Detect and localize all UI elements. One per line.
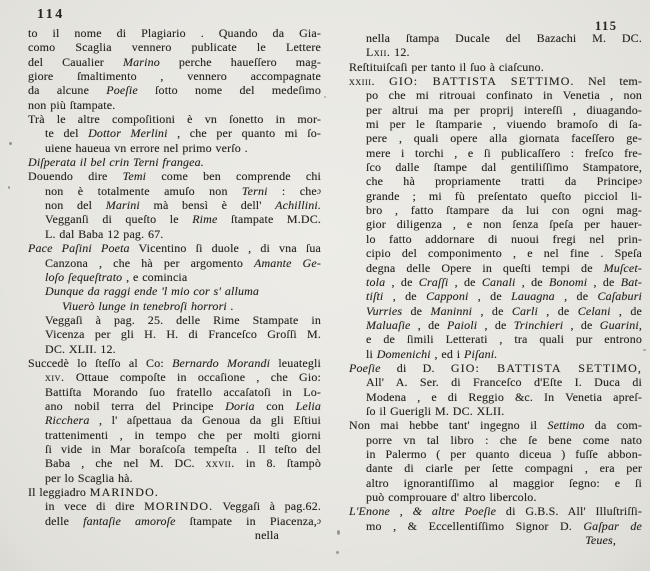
italic-run: Terni (241, 183, 268, 198)
ink-speck (337, 530, 340, 535)
text-run: bro , fatto ſtampare da lui con ogni mag- (366, 203, 642, 218)
text-run: non è totalmente amuſo non (45, 183, 242, 198)
text-run: ɔ (316, 515, 321, 526)
text-run: ſi vide in Mar boraſcoſa tempeſta . Il teſto del (45, 441, 321, 456)
text-run: mo , & Eccellentiſſimo Signor D. (366, 518, 584, 533)
text-run: Vicenza per gli H. H. di Franceſco Groſſi M. (45, 327, 321, 342)
text-run: dante di ciarle per ſette compagni , era per (366, 461, 642, 476)
text-run: como Scaglia vennero publicate le Lettere (28, 40, 321, 55)
text-run: da com- (584, 418, 642, 433)
italic-run: Craſſi (418, 274, 449, 289)
text-run: come ben comprende chi (146, 169, 321, 184)
text-line (28, 227, 321, 241)
text-line (349, 304, 642, 318)
text-run: , de (610, 303, 642, 318)
text-run: con (254, 398, 296, 413)
italic-run: Maninni (430, 303, 473, 318)
text-run: : che (267, 183, 317, 198)
text-run: , de (563, 317, 600, 332)
text-line (28, 98, 321, 112)
text-line (349, 103, 642, 117)
text-line (349, 261, 642, 275)
text-line (349, 160, 642, 174)
ink-speck (324, 96, 326, 98)
text-line (28, 141, 321, 155)
text-run: Veggaſi à pag.62. (213, 499, 322, 514)
text-run: Douendo dire (28, 169, 123, 184)
text-line (349, 318, 642, 332)
italic-run: Ricchera (45, 413, 90, 428)
text-line (28, 212, 321, 226)
text-run: mi per le ſtamparie , viuendo bramoſo di ſa- (366, 117, 642, 132)
text-run: leuategli (270, 355, 321, 370)
italic-run: Marini (105, 198, 140, 213)
text-line (28, 40, 321, 54)
text-run: to il nome di Plagiario . Quando da Gia- (28, 26, 321, 40)
text-run: Canzona , che hà per argomento (45, 255, 255, 270)
text-run: Battiſta Morando ſuo fratello accaſatoſi in Lo- (45, 384, 321, 399)
text-line (349, 146, 642, 160)
text-line (28, 442, 321, 456)
italic-run: Marino (122, 54, 160, 69)
text-line (349, 131, 642, 145)
text-run: ſtampate in Piacenza, (175, 513, 317, 528)
text-run: Modena , e di Reggio &c. In Venetia apreſ- (366, 389, 642, 404)
text-run: Vicentino ſi duole , di vna ſua (129, 241, 321, 256)
text-line (349, 519, 642, 533)
text-run: All' A. Ser. di Franceſco d'Eſte I. Duca di (366, 375, 642, 390)
text-line (349, 461, 642, 475)
text-line (349, 447, 642, 461)
text-run: Ottaue compoſte in occaſione , che Gio: (64, 370, 321, 385)
text-line (28, 385, 321, 399)
text-run: , e comincia (122, 269, 188, 284)
text-line (28, 471, 321, 485)
text-run: e de ſimili Letterati , tra quali pur entrono (366, 332, 642, 347)
text-run: ɔ (637, 176, 642, 187)
text-run: giore ſmaltimento , vennero accompagnate (28, 69, 321, 84)
text-run: po che mi ritrouai confinato in Venetia , non (366, 88, 642, 103)
text-run: , de (537, 303, 578, 318)
text-run: te del (45, 126, 89, 141)
text-line (28, 69, 321, 83)
italic-run: Lauagna (511, 289, 555, 304)
text-line (349, 476, 642, 490)
caps-run: MORINDO. (144, 499, 214, 514)
text-run: lo fatto addornare di nuoui fregi nel prin- (366, 231, 642, 246)
text-run: altro ignorantiſſimo al maggior ſegno: e ſi (366, 475, 642, 490)
text-line (28, 456, 321, 470)
text-run: de (402, 303, 431, 318)
text-line (28, 327, 321, 341)
italic-run: Canali (481, 274, 516, 289)
text-run: di G.B.S. All' Illuſtriſſi- (496, 504, 642, 519)
italic-run: Paioli (447, 317, 478, 332)
italic-run: L'Enone , & altre Poeſie (349, 504, 497, 519)
italic-run: tiſti (366, 289, 384, 304)
italic-run: Piſani. (464, 346, 498, 361)
text-run: da alcune (28, 83, 107, 98)
text-run: ſco dalle ſtampe dal gentiliſſimo Stampatore, (366, 160, 642, 175)
text-run: , de (515, 274, 549, 289)
italic-run: Trinchieri (513, 317, 564, 332)
text-line (28, 112, 321, 126)
italic-run: Viuerò lunge in tenebroſi horrori . (62, 298, 234, 313)
text-run: in Palermo ( per quanto diceua ) fuſſe abbon- (366, 446, 642, 461)
text-line (28, 370, 321, 384)
italic-run: Celani (577, 303, 611, 318)
text-line (349, 189, 642, 203)
text-run: ſotto nome del medeſimo (137, 83, 322, 98)
italic-run: Gaſpar de (583, 518, 642, 533)
italic-run: Achillini. (275, 198, 321, 213)
text-line (349, 390, 642, 404)
text-run: in 8. ſtampò (234, 456, 321, 471)
text-run: cipio del componimento , e nel fine . Speſa (366, 246, 642, 261)
page-number-right: 115 (595, 19, 618, 33)
text-line (349, 490, 642, 504)
ink-speck (336, 551, 339, 554)
text-run: li (366, 346, 377, 361)
text-run: ano nobil terra del Principe (45, 398, 226, 413)
text-run: Nel tem- (574, 74, 642, 89)
italic-run: Teues, (585, 533, 616, 548)
text-run: trattenimenti , in tempo che per molti giorni (45, 427, 321, 442)
text-run: per lo Scaglia hà. (45, 470, 133, 485)
text-line (349, 418, 642, 432)
italic-run: Poeſie (349, 360, 381, 375)
text-run: porre vn tal libro : che ſe bene come nato (366, 432, 642, 447)
text-run: , de (554, 289, 598, 304)
text-run: L. dal Baba 12 pag. 67. (45, 226, 164, 241)
text-run: Baba , che nel M. DC. (45, 456, 206, 471)
text-run: Trà le altre compoſitioni è vn ſonetto in mor- (28, 112, 321, 127)
text-line (349, 60, 642, 74)
text-line (349, 217, 642, 231)
text-run: Vegganſi di queſto le (45, 212, 193, 227)
italic-run: Vurries (366, 303, 403, 318)
text-line (28, 399, 321, 413)
italic-run: tola (366, 274, 386, 289)
text-run: gior diligenza , e non ſenza ſpeſa per hauer- (366, 217, 642, 232)
italic-run: Bat- (620, 274, 642, 289)
text-line (349, 203, 642, 217)
italic-run: Carli (511, 303, 538, 318)
italic-run: Settimo (547, 418, 585, 433)
text-line (28, 342, 321, 356)
text-run: xxiii. (349, 74, 390, 89)
italic-run: Pace Paſini Poeta (28, 241, 130, 256)
text-line (28, 499, 321, 513)
text-line (349, 361, 642, 375)
text-line (349, 375, 642, 389)
italic-run: Muſcet- (603, 260, 642, 275)
text-line (28, 514, 321, 528)
text-line (28, 26, 321, 40)
caps-run: GIO: BATTISTA SETTIMO. (389, 74, 575, 89)
italic-run: fantaſie amoroſe (83, 513, 176, 528)
text-line (349, 74, 642, 88)
text-line (28, 299, 321, 313)
text-run: , de (448, 274, 482, 289)
text-line (349, 31, 642, 45)
text-line (28, 126, 321, 140)
italic-run: Bonomi (548, 274, 588, 289)
text-line (349, 232, 642, 246)
text-run: , ed i (430, 346, 464, 361)
text-run: di D. (380, 360, 451, 375)
text-line (349, 347, 642, 361)
italic-run: Amante Ge- (254, 255, 321, 270)
text-run: nella (254, 528, 279, 543)
text-line (349, 404, 642, 418)
caps-run: MARINDO. (89, 485, 159, 499)
text-line (28, 184, 321, 198)
text-run: uiene haueua vn errore nel primo verſo . (45, 140, 248, 155)
text-line (28, 313, 321, 327)
text-run: delle (45, 513, 84, 528)
text-run: , de (385, 274, 419, 289)
text-run: , che per quanto mi ſo- (167, 126, 321, 141)
italic-run: Diſperata il bel crin Terni frangea. (28, 155, 204, 170)
text-line (28, 155, 321, 169)
text-run: ɔ (316, 185, 321, 196)
text-run: che hà propriamente tratti da Principe (366, 174, 638, 189)
text-run: , de (410, 317, 448, 332)
italic-run: Temi (122, 169, 147, 184)
italic-run: Domenichi (376, 346, 431, 361)
text-run: ſtampate M.DC. (217, 212, 321, 227)
text-line (349, 533, 642, 547)
italic-run: Lelia (295, 398, 321, 413)
text-run: , de (477, 317, 514, 332)
text-run: 12. (390, 45, 410, 60)
italic-run: Capponi (426, 289, 469, 304)
text-line (28, 256, 321, 270)
text-line (28, 83, 321, 97)
text-run: xiv. (45, 370, 65, 385)
text-run: , de (468, 289, 512, 304)
left-column (28, 26, 321, 542)
text-line (28, 198, 321, 212)
text-line (28, 413, 321, 427)
text-run: mere i torchi , e ſi publicaſſero : freſco fre- (366, 145, 642, 160)
text-run: , de (472, 303, 512, 318)
text-run: pere , quali opere alla giornata faceſſero ge- (366, 131, 642, 146)
text-line (28, 528, 321, 542)
text-line (28, 270, 321, 284)
text-run: , de (587, 274, 621, 289)
text-line (349, 88, 642, 102)
text-line (349, 117, 642, 131)
text-run: in vece di dire (45, 499, 145, 514)
text-line (349, 289, 642, 303)
text-run: , de (383, 289, 427, 304)
text-run: nella ſtampa Ducale del Bazachi M. DC. (366, 31, 642, 45)
ink-speck (9, 142, 12, 145)
text-run: non più ſtampate. (28, 97, 116, 112)
text-run: ſo il Guerigli M. DC. XLII. (366, 403, 505, 418)
text-run: xxvii. (205, 456, 235, 471)
text-line (28, 356, 321, 370)
italic-run: Doria (225, 398, 255, 413)
text-run: DC. XLII. 12. (45, 341, 116, 356)
text-line (349, 433, 642, 447)
text-line (349, 332, 642, 346)
italic-run: Bernardo Morandi (172, 355, 271, 370)
text-run: grande ; mi fù preſentato queſto picciol li- (366, 188, 642, 203)
caps-run: GIO: BATTISTA SETTIMO, (450, 360, 642, 375)
text-line (349, 174, 642, 188)
text-line (349, 504, 642, 518)
italic-run: Maluaſie (366, 317, 411, 332)
text-run: Veggaſi à pag. 25. delle Rime Stampate in (45, 312, 321, 327)
text-run: Lxii. (366, 45, 391, 60)
text-line (28, 169, 321, 183)
text-run: Il leggiadro (28, 485, 90, 499)
right-column (349, 31, 642, 547)
text-run: perche haueſſero mag- (159, 54, 321, 69)
text-run: del Caualier (28, 54, 123, 69)
text-line (349, 246, 642, 260)
text-run: , l' aſpettaua da Genoua da gli Eſtiui (89, 413, 321, 428)
text-run: mà bensì è dell' (139, 198, 276, 213)
text-run: non del (45, 198, 106, 213)
text-run: Succedè lo ſteſſo al Co: (28, 355, 173, 370)
italic-run: Dunque da raggi ende 'l mio cor s' alluma (45, 284, 260, 299)
text-run: Non mai hebbe tant' ingegno il (349, 418, 548, 433)
text-run: degna delle Opere in queſti tempi de (366, 260, 604, 275)
italic-run: Caſaburi (597, 289, 643, 304)
ink-speck (643, 349, 646, 351)
text-run: per altrui ma per proprij intereſſi , diuagando- (366, 102, 642, 117)
italic-run: Rime (192, 212, 218, 227)
text-line (28, 284, 321, 298)
italic-run: Dottor Merlini (88, 126, 168, 141)
text-line (349, 45, 642, 59)
italic-run: Guarini, (599, 317, 642, 332)
text-line (349, 275, 642, 289)
text-line (28, 55, 321, 69)
text-run: Reſtituiſcaſi per tanto il ſuo à ciaſcuno. (349, 59, 544, 74)
page-number-left: 114 (37, 7, 65, 22)
text-line (28, 485, 321, 499)
italic-run: loſo ſequeſtrato (45, 269, 123, 284)
text-line (28, 241, 321, 255)
ink-speck (8, 186, 10, 189)
text-line (28, 428, 321, 442)
italic-run: Poeſie (106, 83, 138, 98)
text-run: può comprouare d' altro libercolo. (366, 490, 537, 504)
